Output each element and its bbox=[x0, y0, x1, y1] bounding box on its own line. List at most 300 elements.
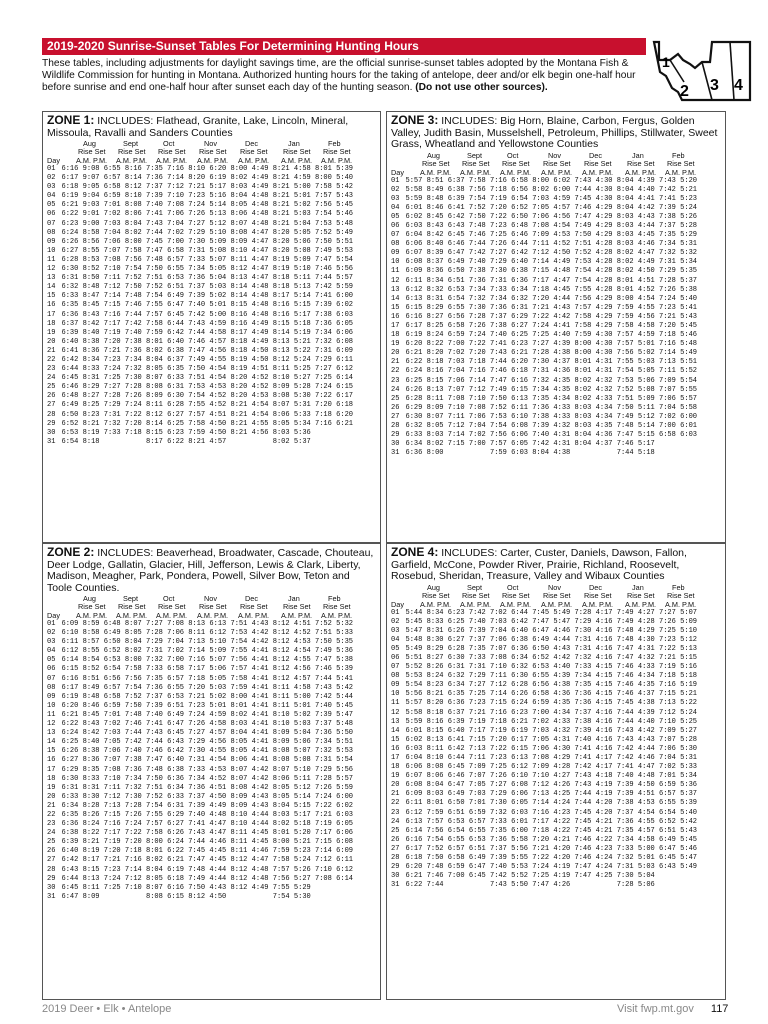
time-cell: 8:00 5:40 bbox=[314, 174, 354, 183]
time-cell: 7:42 5:59 bbox=[314, 283, 354, 292]
time-cell: 7:28 4:17 bbox=[574, 608, 613, 617]
table-row bbox=[47, 847, 357, 856]
time-cell: 8:05 6:18 bbox=[145, 874, 185, 883]
day-cell: 17 bbox=[391, 754, 400, 762]
table-row bbox=[391, 295, 701, 304]
time-cell: 7:57 6:05 bbox=[489, 440, 529, 449]
day-cell: 19 bbox=[391, 772, 400, 781]
time-cell: 7:40 7:08 bbox=[145, 201, 185, 210]
time-cell: 7:49 4:29 bbox=[574, 221, 613, 230]
time-cell: 7:19 7:20 bbox=[103, 838, 142, 847]
time-cell: 7:26 5:38 bbox=[658, 285, 698, 294]
time-cell: 6:47 5:46 bbox=[658, 844, 698, 853]
time-cell: 7:41 4:17 bbox=[574, 754, 613, 762]
time-cell: 8:03 4:41 bbox=[230, 720, 269, 729]
time-cell: 7:30 5:04 bbox=[616, 872, 655, 881]
zone-number: ZONE 3: bbox=[391, 113, 439, 127]
time-cell: 7:28 4:38 bbox=[532, 349, 571, 358]
time-cell: 7:53 6:10 bbox=[489, 412, 529, 421]
time-cell: 6:25 8:40 bbox=[61, 738, 100, 747]
time-cell: 8:21 5:04 bbox=[272, 219, 311, 228]
time-cell: 7:30 6:38 bbox=[489, 267, 529, 276]
time-cell: 8:06 5:11 bbox=[272, 774, 311, 783]
time-cell: 8:11 4:45 bbox=[230, 838, 269, 847]
time-cell: 7:04 5:58 bbox=[658, 403, 698, 412]
ampm-label: A.M. P.M. bbox=[665, 167, 697, 177]
time-cell: 6:28 8:11 bbox=[405, 394, 444, 403]
day-cell: 29 bbox=[47, 874, 56, 883]
time-cell: 7:38 4:53 bbox=[616, 799, 655, 808]
time-cell: 7:25 4:40 bbox=[532, 331, 571, 340]
time-cell: 7:14 5:09 bbox=[188, 647, 227, 656]
rise-set-label: Rise Set bbox=[118, 602, 146, 611]
time-cell: 7:23 5:41 bbox=[658, 303, 698, 312]
time-cell: 7:31 4:16 bbox=[574, 644, 613, 653]
time-cell: 6:59 8:10 bbox=[103, 192, 142, 201]
time-cell: 7:35 5:29 bbox=[658, 231, 698, 240]
time-cell: 7:54 4:52 bbox=[188, 392, 227, 401]
time-cell: 7:42 5:52 bbox=[489, 872, 529, 881]
time-cell: 5:59 8:48 bbox=[405, 194, 444, 203]
time-cell: 7:47 5:38 bbox=[314, 656, 354, 665]
time-cell: 6:27 8:36 bbox=[61, 756, 100, 765]
time-cell: 7:27 7:28 bbox=[103, 383, 142, 392]
time-cell: 8:07 6:16 bbox=[145, 883, 185, 892]
time-cell: 7:10 4:27 bbox=[532, 772, 571, 781]
ampm-label: A.M. P.M. bbox=[321, 156, 353, 165]
time-cell: 7:41 6:47 bbox=[145, 720, 185, 729]
time-cell: 7:23 5:12 bbox=[658, 635, 698, 644]
time-cell: 7:44 4:30 bbox=[574, 185, 613, 194]
time-cell: 6:49 7:03 bbox=[447, 790, 486, 799]
time-cell: 6:30 8:07 bbox=[405, 412, 444, 421]
day-cell: 12 bbox=[47, 265, 56, 274]
time-cell: 6:53 8:00 bbox=[103, 656, 142, 665]
time-cell: 6:44 8:33 bbox=[61, 365, 100, 374]
time-cell: 6:10 8:58 bbox=[61, 629, 100, 638]
time-cell: 7:07 7:12 bbox=[447, 385, 486, 394]
day-cell: 25 bbox=[47, 838, 56, 847]
time-cell: 7:02 7:20 bbox=[447, 349, 486, 358]
montana-zone-map bbox=[650, 38, 754, 104]
time-cell: 6:57 5:37 bbox=[658, 790, 698, 799]
time-cell: 7:30 5:09 bbox=[188, 237, 227, 246]
time-cell: 6:35 7:25 bbox=[447, 690, 486, 699]
time-cell: 7:12 7:04 bbox=[447, 422, 486, 431]
map-label-2: 2 bbox=[680, 83, 689, 100]
time-cell: 7:36 6:05 bbox=[314, 319, 354, 328]
time-cell: 7:27 7:08 bbox=[145, 620, 185, 628]
rise-set-label: Rise Set bbox=[543, 590, 571, 600]
time-cell: 7:24 7:32 bbox=[103, 365, 142, 374]
ampm-label: A.M. P.M. bbox=[238, 611, 270, 620]
time-cell: 7:53 4:28 bbox=[574, 258, 613, 267]
time-cell: 8:20 4:52 bbox=[230, 383, 269, 392]
time-cell: 7:43 4:43 bbox=[616, 735, 655, 744]
time-cell: 7:40 6:49 bbox=[145, 710, 185, 719]
day-cell: 26 bbox=[47, 847, 56, 856]
time-cell: 8:04 4:38 bbox=[532, 449, 571, 458]
time-cell: 7:01 8:08 bbox=[103, 201, 142, 210]
month-label: Feb bbox=[328, 139, 341, 148]
day-cell: 29 bbox=[391, 431, 400, 440]
time-cell: 7:50 4:54 bbox=[188, 365, 227, 374]
time-cell: 6:54 7:58 bbox=[103, 665, 142, 674]
time-cell: 7:33 5:07 bbox=[188, 255, 227, 264]
day-cell: 11 bbox=[47, 255, 56, 264]
time-cell: 6:46 7:44 bbox=[447, 240, 486, 249]
month-label: Sept bbox=[123, 594, 139, 603]
time-cell: 8:15 5:18 bbox=[272, 319, 311, 328]
day-cell: 02 bbox=[391, 185, 400, 194]
time-cell: 6:40 8:19 bbox=[61, 847, 100, 856]
time-cell: 8:18 5:11 bbox=[272, 274, 311, 283]
ampm-label: A.M. P.M. bbox=[460, 167, 492, 177]
day-cell: 08 bbox=[47, 683, 56, 692]
time-cell: 7:36 4:15 bbox=[574, 699, 613, 708]
time-cell: 7:43 6:21 bbox=[489, 349, 529, 358]
time-cell: 7:51 6:34 bbox=[145, 783, 185, 792]
time-cell: 8:16 5:17 bbox=[272, 310, 311, 319]
table-row bbox=[391, 204, 701, 213]
time-cell: 7:57 4:41 bbox=[230, 665, 269, 674]
time-cell: 7:14 6:26 bbox=[489, 690, 529, 699]
time-cell: 7:57 4:59 bbox=[616, 331, 655, 340]
time-cell: 7:15 6:24 bbox=[489, 699, 529, 708]
time-cell: 7:58 4:41 bbox=[230, 674, 269, 683]
table-row bbox=[47, 620, 357, 629]
time-cell: 7:34 4:58 bbox=[616, 835, 655, 844]
table-row bbox=[391, 331, 701, 340]
time-cell: 7:48 4:30 bbox=[616, 635, 655, 644]
time-cell: 8:12 4:47 bbox=[230, 265, 269, 274]
time-cell: 6:52 5:42 bbox=[658, 817, 698, 826]
time-cell: 6:02 8:45 bbox=[405, 212, 444, 221]
time-cell: 6:34 8:02 bbox=[405, 440, 444, 449]
time-cell: 7:56 5:45 bbox=[314, 201, 354, 210]
rise-set-label: Rise Set bbox=[584, 590, 612, 600]
month-label: Jan bbox=[288, 139, 300, 148]
time-cell: 7:49 4:44 bbox=[188, 874, 227, 883]
time-cell: 6:19 9:04 bbox=[61, 192, 100, 201]
time-cell: 7:26 5:13 bbox=[188, 210, 227, 219]
time-cell: 7:41 5:23 bbox=[658, 194, 698, 203]
time-cell: 7:50 6:36 bbox=[145, 774, 185, 783]
time-cell: 7:40 4:48 bbox=[616, 772, 655, 781]
time-cell: 6:31 7:31 bbox=[447, 663, 486, 672]
time-cell: 7:36 6:31 bbox=[489, 303, 529, 312]
time-cell: 7:58 4:50 bbox=[188, 419, 227, 428]
time-cell: 7:42 5:44 bbox=[314, 692, 354, 701]
time-cell: 8:00 4:54 bbox=[616, 294, 655, 303]
time-cell: 7:24 7:12 bbox=[103, 874, 142, 883]
time-cell: 7:49 4:55 bbox=[188, 355, 227, 364]
time-cell: 7:37 4:16 bbox=[574, 708, 613, 717]
day-cell: 01 bbox=[391, 608, 400, 617]
time-cell: 7:22 6:50 bbox=[489, 212, 529, 221]
time-cell: 6:16 8:27 bbox=[405, 312, 444, 321]
time-cell: 7:51 4:28 bbox=[574, 240, 613, 249]
time-cell: 8:12 5:24 bbox=[272, 355, 311, 364]
time-cell: 7:14 4:24 bbox=[532, 799, 571, 808]
time-cell: 8:03 4:44 bbox=[616, 221, 655, 230]
time-cell: 7:07 7:58 bbox=[103, 246, 142, 255]
time-cell: 6:13 8:31 bbox=[405, 294, 444, 303]
time-cell: 7:47 4:32 bbox=[616, 653, 655, 662]
time-cell: 7:24 5:40 bbox=[658, 294, 698, 303]
time-cell: 7:32 5:32 bbox=[658, 249, 698, 258]
day-cell: 23 bbox=[391, 376, 400, 385]
table-row bbox=[47, 220, 357, 229]
time-cell: 7:39 4:32 bbox=[532, 422, 571, 431]
time-cell: 7:58 4:29 bbox=[574, 322, 613, 330]
day-cell: 26 bbox=[47, 392, 56, 401]
month-label: Jan bbox=[288, 594, 300, 603]
day-cell: 11 bbox=[47, 710, 56, 719]
time-cell: 7:29 7:04 bbox=[145, 638, 185, 647]
table-row bbox=[47, 301, 357, 310]
time-cell: 7:25 7:30 bbox=[103, 374, 142, 383]
time-cell: 7:16 5:19 bbox=[658, 681, 698, 690]
time-cell: 7:05 4:57 bbox=[532, 203, 571, 212]
time-cell: 7:50 5:11 bbox=[616, 403, 655, 412]
zone-title bbox=[43, 112, 380, 139]
time-cell: 7:04 5:31 bbox=[658, 754, 698, 762]
table-row bbox=[47, 784, 357, 793]
time-cell: 8:19 5:09 bbox=[272, 255, 311, 264]
time-cell: 8:00 6:24 bbox=[145, 838, 185, 847]
time-cell: 6:12 8:32 bbox=[405, 285, 444, 294]
time-cell: 7:14 6:09 bbox=[314, 847, 354, 856]
day-cell: 07 bbox=[47, 674, 56, 683]
day-cell: 04 bbox=[391, 635, 400, 644]
time-cell: 8:12 4:48 bbox=[230, 865, 269, 874]
day-cell: 05 bbox=[47, 656, 56, 665]
time-cell: 8:16 4:49 bbox=[230, 319, 269, 328]
time-cell: 7:43 5:20 bbox=[658, 176, 698, 185]
table-row bbox=[391, 718, 701, 727]
time-cell: 8:04 4:41 bbox=[230, 729, 269, 738]
time-cell: 7:15 6:08 bbox=[314, 838, 354, 847]
day-cell: 27 bbox=[391, 412, 400, 421]
time-cell: 7:03 8:04 bbox=[103, 219, 142, 228]
month-label: Sept bbox=[467, 582, 483, 592]
rise-set-label: Rise Set bbox=[627, 158, 655, 168]
time-cell: 7:16 6:58 bbox=[489, 176, 529, 185]
time-cell: 8:01 6:22 bbox=[145, 847, 185, 856]
time-cell: 6:50 4:43 bbox=[532, 644, 571, 653]
day-cell: 31 bbox=[47, 892, 56, 901]
time-cell: 7:34 5:05 bbox=[188, 265, 227, 274]
time-cell: 8:02 5:37 bbox=[272, 437, 311, 446]
time-cell: 7:17 6:06 bbox=[314, 829, 354, 838]
table-row bbox=[391, 386, 701, 395]
time-cell: 8:11 5:01 bbox=[272, 701, 311, 710]
table-row bbox=[47, 829, 357, 838]
day-cell: 30 bbox=[391, 440, 400, 449]
time-cell: 7:18 6:21 bbox=[489, 717, 529, 726]
time-cell: 8:04 5:15 bbox=[272, 801, 311, 810]
time-cell: 7:16 6:21 bbox=[314, 419, 354, 428]
time-cell: 8:20 5:08 bbox=[272, 246, 311, 255]
rise-set-label: Rise Set bbox=[283, 147, 311, 156]
time-cell: 8:08 6:15 bbox=[145, 892, 185, 901]
rise-set-label: Rise Set bbox=[502, 158, 530, 168]
table-row bbox=[391, 195, 701, 204]
time-cell: 7:03 4:59 bbox=[532, 194, 571, 203]
time-cell: 8:21 4:54 bbox=[230, 410, 269, 419]
time-cell: 8:21 5:01 bbox=[272, 192, 311, 201]
rise-set-label: Rise Set bbox=[240, 147, 268, 156]
time-cell: 8:17 5:14 bbox=[272, 292, 311, 301]
time-cell: 7:44 4:39 bbox=[616, 708, 655, 717]
time-cell: 8:12 4:55 bbox=[272, 656, 311, 665]
time-cell: 7:43 7:04 bbox=[145, 219, 185, 228]
day-cell: 25 bbox=[47, 383, 56, 392]
rise-set-label: Rise Set bbox=[78, 147, 106, 156]
month-label: Nov bbox=[548, 150, 561, 160]
time-cell: 7:08 6:14 bbox=[314, 874, 354, 883]
rise-set-label: Rise Set bbox=[323, 147, 351, 156]
time-cell: 6:31 8:31 bbox=[61, 783, 100, 792]
table-row bbox=[391, 395, 701, 404]
zone-number: ZONE 2: bbox=[47, 545, 95, 559]
time-cell: 6:37 8:42 bbox=[61, 319, 100, 328]
time-cell: 7:02 5:33 bbox=[658, 763, 698, 772]
sun-times-table bbox=[391, 177, 701, 459]
zone-number: ZONE 4: bbox=[391, 545, 439, 559]
time-cell: 7:23 6:13 bbox=[489, 754, 529, 762]
day-cell: 24 bbox=[391, 385, 400, 394]
time-cell: 7:11 5:52 bbox=[658, 367, 698, 376]
table-row bbox=[47, 675, 357, 684]
rise-set-label: Rise Set bbox=[422, 158, 450, 168]
day-cell: 22 bbox=[391, 799, 400, 808]
time-cell: 7:06 4:56 bbox=[532, 212, 571, 221]
table-row bbox=[47, 183, 357, 192]
rise-set-label: Rise Set bbox=[240, 602, 268, 611]
time-cell: 6:39 8:40 bbox=[61, 328, 100, 337]
time-cell bbox=[448, 449, 490, 458]
time-cell: 7:34 6:06 bbox=[314, 328, 354, 337]
time-cell: 7:35 4:34 bbox=[532, 394, 571, 403]
day-cell: 04 bbox=[391, 203, 400, 212]
time-cell: 8:13 5:21 bbox=[272, 337, 311, 346]
time-cell: 7:41 6:23 bbox=[489, 340, 529, 349]
time-cell: 7:09 5:27 bbox=[658, 726, 698, 735]
time-cell: 6:14 7:56 bbox=[405, 826, 444, 835]
time-cell: 7:34 5:31 bbox=[658, 240, 698, 249]
month-label: Jan bbox=[632, 150, 644, 160]
time-cell: 7:40 5:53 bbox=[489, 863, 529, 872]
time-cell: 6:29 8:35 bbox=[61, 765, 100, 774]
day-cell: 16 bbox=[47, 301, 56, 310]
table-row bbox=[391, 431, 701, 440]
time-cell: 7:34 6:32 bbox=[489, 294, 529, 303]
time-cell: 7:02 7:46 bbox=[103, 720, 142, 729]
time-cell: 7:29 4:56 bbox=[188, 738, 227, 747]
ampm-label: A.M. P.M. bbox=[420, 599, 452, 609]
time-cell: 7:33 4:15 bbox=[574, 663, 613, 672]
time-cell: 6:36 8:24 bbox=[61, 820, 100, 829]
day-cell: 10 bbox=[47, 246, 56, 255]
time-cell: 6:20 8:46 bbox=[61, 701, 100, 710]
time-cell: 7:17 5:06 bbox=[188, 665, 227, 674]
time-cell: 7:11 7:32 bbox=[103, 783, 142, 792]
time-cell: 8:07 6:33 bbox=[145, 374, 185, 383]
day-cell: 04 bbox=[47, 192, 56, 201]
time-cell: 7:27 6:08 bbox=[489, 781, 529, 790]
time-cell: 6:01 8:46 bbox=[405, 203, 444, 212]
time-cell: 7:29 7:24 bbox=[103, 401, 142, 410]
time-cell: 6:53 4:40 bbox=[532, 663, 571, 672]
day-cell: 17 bbox=[391, 322, 400, 330]
page-number: 117 bbox=[710, 1003, 729, 1015]
time-cell: 7:33 6:58 bbox=[145, 665, 185, 674]
time-cell: 6:59 5:36 bbox=[658, 781, 698, 790]
footer-url: Visit fwp.mt.gov bbox=[617, 1003, 694, 1015]
month-label: Oct bbox=[163, 594, 175, 603]
time-cell: 7:26 6:44 bbox=[489, 240, 529, 249]
time-cell: 7:00 6:45 bbox=[447, 872, 486, 881]
table-row bbox=[47, 629, 357, 638]
month-label: Aug bbox=[427, 582, 440, 592]
time-cell: 7:20 7:38 bbox=[103, 337, 142, 346]
day-cell: 16 bbox=[391, 312, 400, 321]
time-cell: 7:46 4:29 bbox=[574, 203, 613, 212]
time-cell: 7:28 5:57 bbox=[314, 774, 354, 783]
day-cell: 26 bbox=[391, 835, 400, 844]
time-cell: 7:34 4:15 bbox=[574, 672, 613, 681]
day-cell: 15 bbox=[47, 292, 56, 301]
time-cell: 7:50 4:43 bbox=[188, 883, 227, 892]
time-cell: 8:12 4:57 bbox=[272, 674, 311, 683]
time-cell: 7:30 4:55 bbox=[188, 747, 227, 756]
time-cell: 7:16 5:07 bbox=[188, 656, 227, 665]
time-cell: 8:00 4:30 bbox=[574, 340, 613, 349]
rise-set-label: Rise Set bbox=[543, 158, 571, 168]
table-row bbox=[47, 802, 357, 811]
time-cell: 7:37 5:56 bbox=[489, 844, 529, 853]
time-cell: 7:57 5:43 bbox=[314, 192, 354, 201]
time-cell: 6:42 7:13 bbox=[447, 744, 486, 753]
time-cell: 8:10 5:03 bbox=[272, 720, 311, 729]
time-cell: 6:26 8:13 bbox=[405, 385, 444, 394]
time-cell: 7:28 5:06 bbox=[616, 881, 655, 890]
time-cell: 7:34 5:51 bbox=[314, 738, 354, 747]
time-cell: 7:48 4:44 bbox=[188, 865, 227, 874]
time-cell: 7:17 7:42 bbox=[103, 319, 142, 328]
time-cell: 7:21 4:43 bbox=[532, 303, 571, 312]
ampm-label: A.M. P.M. bbox=[665, 599, 697, 609]
time-cell: 6:15 8:52 bbox=[61, 665, 100, 674]
table-row bbox=[391, 404, 701, 413]
time-cell: 7:43 4:30 bbox=[574, 176, 613, 185]
time-cell: 8:03 4:34 bbox=[574, 412, 613, 421]
day-cell: 25 bbox=[391, 394, 400, 403]
table-row bbox=[47, 838, 357, 847]
day-cell: 17 bbox=[47, 310, 56, 319]
time-cell: 8:12 4:50 bbox=[188, 892, 227, 901]
time-cell: 7:50 6:55 bbox=[145, 265, 185, 274]
time-cell: 6:21 9:03 bbox=[61, 201, 100, 210]
time-cell: 7:41 7:06 bbox=[145, 210, 185, 219]
time-cell: 6:56 4:38 bbox=[532, 681, 571, 690]
time-cell: 7:27 5:12 bbox=[188, 219, 227, 228]
day-cell: 01 bbox=[47, 165, 56, 173]
time-cell: 7:27 4:39 bbox=[532, 340, 571, 349]
table-row bbox=[47, 420, 357, 429]
